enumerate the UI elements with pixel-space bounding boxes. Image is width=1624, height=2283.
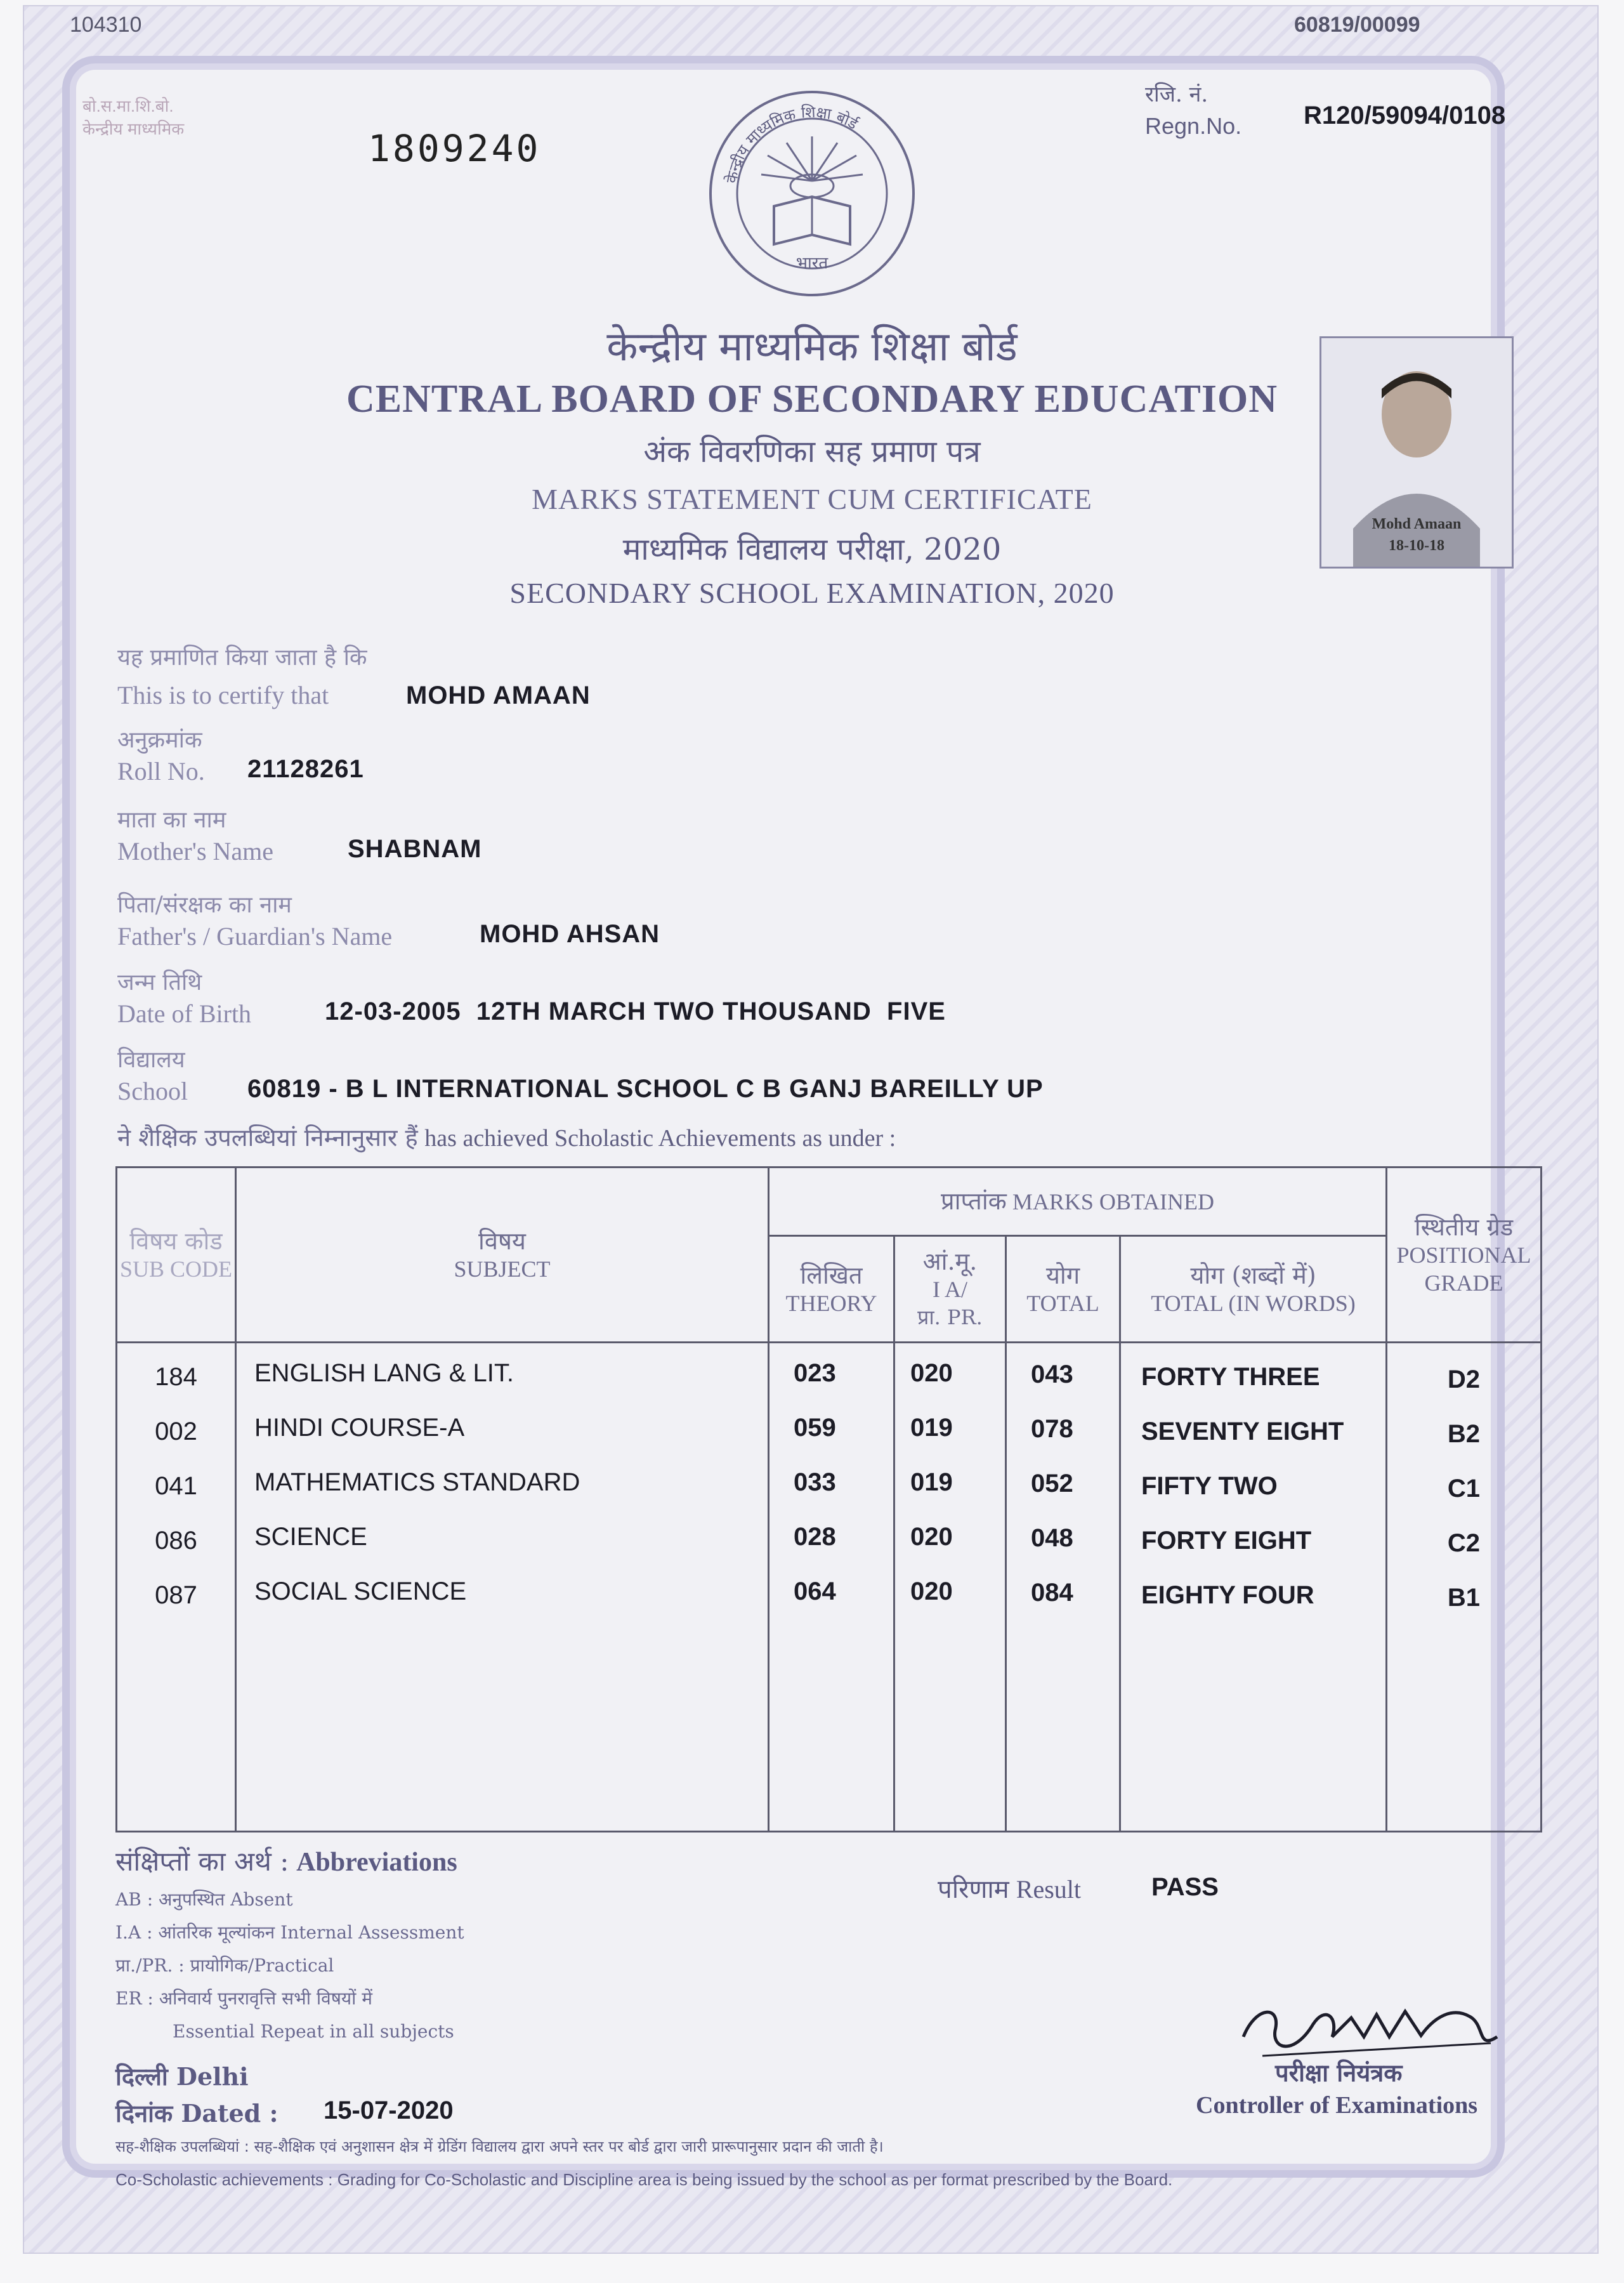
abbreviation-item: ER : अनिवार्य पुनरावृत्ति सभी विषयों में [115, 1988, 373, 2009]
abbreviation-item: I.A : आंतरिक मूल्यांकन Internal Assessment [115, 1922, 464, 1943]
doc-title-en: MARKS STATEMENT CUM CERTIFICATE [532, 483, 1092, 515]
total-marks: 084 [1031, 1579, 1073, 1607]
subject-name: HINDI COURSE-A [254, 1414, 465, 1442]
faint-stamp-line-1: बो.स.मा.शि.बो. [82, 96, 174, 115]
dated-label: दिनांक Dated : [115, 2099, 278, 2128]
sub-code: 041 [155, 1472, 197, 1500]
col-ia [894, 1343, 1006, 1832]
header-ia-en: I A/ [932, 1276, 967, 1302]
achieved-line [117, 1121, 896, 1154]
header-words-en: TOTAL (IN WORDS) [1151, 1290, 1356, 1316]
positional-grade: B2 [1447, 1420, 1481, 1448]
abbreviation-item-er-en: Essential Repeat in all subjects [173, 2021, 454, 2042]
positional-grade: D2 [1447, 1365, 1481, 1393]
regn-number: R120/59094/0108 [1304, 102, 1506, 129]
abbreviations-title-en: Abbreviations [296, 1848, 457, 1877]
header-marks-hi: प्राप्तांक [941, 1187, 1007, 1215]
ia-marks: 020 [910, 1359, 953, 1387]
col-subject [236, 1343, 769, 1832]
header-sub-code-hi: विषय कोड [129, 1227, 223, 1255]
total-in-words: SEVENTY EIGHT [1141, 1418, 1344, 1445]
total-marks: 048 [1031, 1524, 1073, 1552]
positional-grade: C2 [1447, 1529, 1481, 1557]
result-label-en: Result [1016, 1875, 1081, 1904]
header-total-hi: योग [1045, 1261, 1080, 1289]
marks-table [115, 1166, 1542, 1832]
student-photo [1320, 336, 1514, 569]
total-marks: 078 [1031, 1415, 1073, 1443]
mother-label-hi: माता का नाम [117, 807, 226, 833]
header-grade-hi: स्थितीय ग्रेड [1414, 1213, 1514, 1241]
total-marks: 043 [1031, 1360, 1073, 1388]
sub-code: 184 [155, 1363, 197, 1391]
board-name-en: CENTRAL BOARD OF SECONDARY EDUCATION [346, 378, 1278, 421]
result-label-hi: परिणाम [938, 1875, 1009, 1904]
controller-title-hi: परीक्षा नियंत्रक [1275, 2058, 1403, 2087]
regn-label-hi: रजि. नं. [1145, 82, 1208, 107]
photo-caption-date: 18-10-18 [1389, 537, 1444, 554]
regn-label-en: Regn.No. [1145, 113, 1242, 139]
roll-label-hi: अनुक्रमांक [117, 727, 202, 753]
theory-marks: 033 [794, 1468, 836, 1496]
header-subject [236, 1168, 769, 1343]
ia-marks: 020 [910, 1523, 953, 1551]
subject-name: ENGLISH LANG & LIT. [254, 1359, 514, 1387]
header-marks-en: MARKS OBTAINED [1012, 1189, 1214, 1214]
subject-name: SCIENCE [254, 1523, 367, 1551]
father-label-hi: पिता/संरक्षक का नाम [117, 892, 292, 918]
school-label-en: School [117, 1077, 188, 1105]
positional-grade: B1 [1447, 1584, 1481, 1612]
serial-top-left: 104310 [70, 13, 142, 37]
dob-label-hi: जन्म तिथि [117, 970, 202, 996]
mother-name: SHABNAM [348, 835, 482, 863]
col-sub-code [117, 1343, 236, 1832]
achieved-en: has achieved Scholastic Achievements as under : [424, 1125, 896, 1152]
cbse-emblem [704, 86, 920, 301]
dated-value: 15-07-2020 [324, 2096, 454, 2124]
roll-number: 21128261 [247, 755, 364, 783]
footer-note-hi: सह-शैक्षिक उपलब्धियां : सह-शैक्षिक एवं अनुशासन क्षेत्र में ग्रेडिंग विद्यालय द्वारा अपने स्तर पर बोर्ड द्वारा जारी प्रारूपानुसार प्रदान की जाती है। [115, 2138, 884, 2155]
abbreviations-title-hi: संक्षिप्तों का अर्थ : [115, 1846, 289, 1877]
dob-label-en: Date of Birth [117, 999, 252, 1028]
subject-name: MATHEMATICS STANDARD [254, 1468, 580, 1496]
header-sub-code-en: SUB CODE [119, 1256, 233, 1282]
header-theory-en: THEORY [785, 1290, 877, 1316]
abbreviations-list [115, 1883, 464, 2048]
abbreviation-item: प्रा./PR. : प्रायोगिक/Practical [115, 1955, 334, 1976]
certify-label-hi: यह प्रमाणित किया जाता है कि [117, 645, 367, 671]
father-name: MOHD AHSAN [480, 920, 660, 948]
place: दिल्ली Delhi [115, 2062, 249, 2091]
school-name: 60819 - B L INTERNATIONAL SCHOOL C B GANJ BAREILLY UP [247, 1075, 1044, 1103]
header-words-hi: योग (शब्दों में) [1190, 1261, 1316, 1289]
controller-title-en: Controller of Examinations [1196, 2092, 1478, 2119]
sub-code: 002 [155, 1418, 197, 1445]
col-total-words [1120, 1343, 1387, 1832]
header-subject-hi: विषय [478, 1227, 526, 1255]
header-ia-hi: आं.मू. [922, 1247, 978, 1275]
father-label-en: Father's / Guardian's Name [117, 922, 393, 951]
header-theory [769, 1236, 894, 1343]
school-label-hi: विद्यालय [117, 1047, 185, 1073]
abbreviation-item: AB : अनुपस्थित Absent [115, 1889, 293, 1910]
header-total-en: TOTAL [1026, 1290, 1099, 1316]
exam-title-en: SECONDARY SCHOOL EXAMINATION, 2020 [509, 577, 1115, 609]
header-grade [1387, 1168, 1542, 1343]
header-grade-en: POSITIONAL GRADE [1396, 1242, 1531, 1296]
col-total [1006, 1343, 1120, 1832]
controller-signature [1237, 1980, 1510, 2069]
subject-name: SOCIAL SCIENCE [254, 1577, 467, 1605]
result-value: PASS [1151, 1873, 1219, 1901]
theory-marks: 028 [794, 1523, 836, 1551]
ia-marks: 019 [910, 1468, 953, 1496]
sub-code: 087 [155, 1581, 197, 1609]
header-subject-en: SUBJECT [454, 1256, 551, 1282]
exam-title-hi: माध्यमिक विद्यालय परीक्षा, 2020 [622, 532, 1002, 567]
abbreviations-title [115, 1843, 457, 1879]
footer-note-en: Co-Scholastic achievements : Grading for Co-Scholastic and Discipline area is being issued by the school as per format prescribed by the Board. [115, 2170, 1173, 2189]
total-in-words: FORTY THREE [1141, 1363, 1320, 1391]
doc-title-hi: अंक विवरणिका सह प्रमाण पत्र [643, 434, 981, 470]
col-grade [1387, 1343, 1542, 1832]
emblem-base-text: भारत [796, 254, 828, 273]
theory-marks: 059 [794, 1414, 836, 1442]
header-marks-obtained [769, 1168, 1387, 1236]
faint-stamp-line-2: केन्द्रीय माध्यमिक [82, 119, 185, 138]
certify-label-en: This is to certify that [117, 681, 329, 709]
ia-marks: 019 [910, 1414, 953, 1442]
result-label [938, 1871, 1081, 1905]
total-in-words: EIGHTY FOUR [1141, 1581, 1314, 1609]
serial-top-right: 60819/00099 [1294, 13, 1420, 37]
theory-marks: 064 [794, 1577, 836, 1605]
header-sub-code [117, 1168, 236, 1343]
certificate-number: 1809240 [368, 127, 541, 170]
board-name-hi: केन्द्रीय माध्यमिक शिक्षा बोर्ड [606, 324, 1018, 371]
roll-label-en: Roll No. [117, 757, 205, 786]
photo-caption-name: Mohd Amaan [1372, 516, 1462, 532]
sub-code: 086 [155, 1527, 197, 1555]
header-theory-hi: लिखित [800, 1261, 863, 1289]
total-in-words: FIFTY TWO [1141, 1472, 1278, 1500]
col-theory [769, 1343, 894, 1832]
total-in-words: FORTY EIGHT [1141, 1527, 1312, 1555]
header-total-words [1120, 1236, 1387, 1343]
student-name: MOHD AMAAN [406, 681, 591, 709]
date-of-birth: 12-03-2005 12TH MARCH TWO THOUSAND FIVE [325, 997, 946, 1025]
positional-grade: C1 [1447, 1475, 1481, 1503]
header-ia-pr: प्रा. PR. [917, 1305, 983, 1329]
header-total [1006, 1236, 1120, 1343]
theory-marks: 023 [794, 1359, 836, 1387]
achieved-hi: ने शैक्षिक उपलब्धियां निम्नानुसार हैं [117, 1124, 418, 1152]
total-marks: 052 [1031, 1470, 1073, 1497]
header-ia [894, 1236, 1006, 1343]
ia-marks: 020 [910, 1577, 953, 1605]
emblem-arc-text: केन्द्रीय माध्यमिक शिक्षा बोर्ड [723, 103, 861, 185]
mother-label-en: Mother's Name [117, 837, 274, 865]
